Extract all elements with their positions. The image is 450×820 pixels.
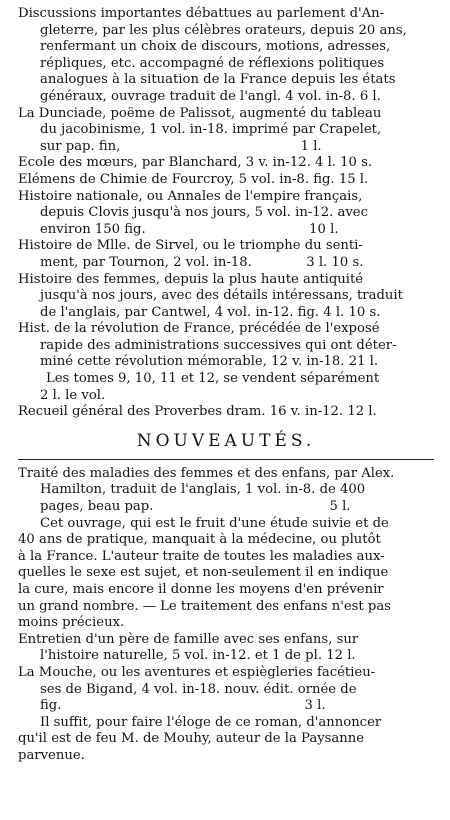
entry-ecole	[18, 155, 434, 172]
text-line: répliques, etc. accompagné de réflexions politiques	[40, 55, 385, 71]
entry-histoire-femmes	[18, 272, 434, 322]
text-line: depuis Clovis jusqu'à nos jours, 5 vol. in-12. avec	[40, 205, 368, 221]
text-line: du jacobinisme, 1 vol. in-18. imprimé par Crapelet,	[40, 122, 382, 138]
text-line: Ecole des mœurs, par Blanchard, 3 v. in-12. 4 l. 10 s.	[18, 155, 373, 171]
text-line: moins précieux.	[18, 615, 125, 631]
text-line: Entretien d'un père de famille avec ses enfans, sur	[18, 631, 359, 647]
entry-mouche	[18, 665, 434, 765]
entry-sirvel	[18, 238, 434, 271]
entry-histoire-nationale	[18, 189, 434, 239]
text-line: Elémens de Chimie de Fourcroy, 5 vol. in-8. fig. 15 l.	[18, 171, 369, 187]
text-line: jusqu'à nos jours, avec des détails intéressans, traduit	[40, 288, 403, 304]
text-line: Discussions importantes débattues au parlement d'An-	[18, 6, 385, 21]
text-line: un grand nombre. — Le traitement des enfans n'est pas	[18, 598, 391, 614]
text-line: à la France. L'auteur traite de toutes les maladies aux-	[18, 548, 385, 564]
text-line: ses de Bigand, 4 vol. in-18. nouv. édit. ornée de	[40, 681, 357, 697]
entry-elemens	[18, 172, 434, 189]
text-line: La Dunciade, poëme de Palissot, augmenté du tableau	[18, 105, 382, 121]
text-line: rapide des administrations successives qui ont déter-	[40, 337, 397, 353]
text-line: Recueil général des Proverbes dram. 16 v. in-12. 12 l.	[18, 404, 377, 420]
text-line: miné cette révolution mémorable, 12 v. in-18. 21 l.	[40, 354, 379, 370]
text-line: La Mouche, ou les aventures et espiègleries facétieu-	[18, 664, 376, 680]
text-line: Hamilton, traduit de l'anglais, 1 vol. in-8. de 400	[40, 482, 366, 498]
text-line: Histoire de Mlle. de Sirvel, ou le triomphe du senti-	[18, 238, 363, 254]
text-line: la cure, mais encore il donne les moyens d'en prévenir	[18, 582, 384, 597]
divider	[18, 459, 434, 460]
text-line: environ 150 fig. 10 l.	[40, 221, 339, 237]
text-line: l'histoire naturelle, 5 vol. in-12. et 1 de pl. 12 l.	[40, 648, 356, 664]
text-line: quelles le sexe est sujet, et non-seulement il en indique	[18, 565, 389, 581]
text-line: gleterre, par les plus célèbres orateurs, depuis 20 ans,	[40, 22, 407, 38]
entry-dunciade	[18, 106, 434, 156]
text-line: fig. 3 l.	[40, 698, 326, 714]
entry-recueil	[18, 404, 434, 421]
text-line: généraux, ouvrage traduit de l'angl. 4 vol. in-8. 6 l.	[40, 88, 381, 104]
text-line: ment, par Tournon, 2 vol. in-18. 3 l. 10 s.	[40, 254, 364, 270]
entry-traite	[18, 466, 434, 632]
entry-discussions	[18, 6, 434, 106]
entry-revolution	[18, 321, 434, 404]
text-line: renfermant un choix de discours, motions, adresses,	[40, 39, 391, 55]
text-line: de l'anglais, par Cantwel, 4 vol. in-12. fig. 4 l. 10 s.	[40, 304, 381, 320]
text-line: parvenue.	[18, 747, 85, 763]
text-line: 40 ans de pratique, manquait à la médecine, ou plutôt	[18, 532, 381, 548]
text-line: Les tomes 9, 10, 11 et 12, se vendent séparément	[46, 371, 380, 387]
text-line: Hist. de la révolution de France, précédée de l'exposé	[18, 321, 380, 337]
text-line: 2 l. le vol.	[40, 387, 106, 403]
text-line: analogues à la situation de la France depuis les états	[40, 72, 396, 88]
text-line: Traité des maladies des femmes et des enfans, par Alex.	[18, 465, 395, 481]
entry-entretien	[18, 632, 434, 665]
text-line: sur pap. fin, 1 l.	[40, 138, 322, 154]
text-line: qu'il est de feu M. de Mouhy, auteur de la Paysanne	[18, 731, 365, 747]
text-line: pages, beau pap. 5 l.	[40, 499, 351, 515]
text-line: Cet ouvrage, qui est le fruit d'une étude suivie et de	[40, 515, 389, 531]
section-heading: NOUVEAUTÉS.	[136, 430, 316, 451]
text-line: Histoire nationale, ou Annales de l'empire français,	[18, 188, 363, 204]
text-line: Il suffit, pour faire l'éloge de ce roman, d'annoncer	[40, 714, 382, 730]
text-line: Histoire des femmes, depuis la plus haute antiquité	[18, 271, 364, 287]
